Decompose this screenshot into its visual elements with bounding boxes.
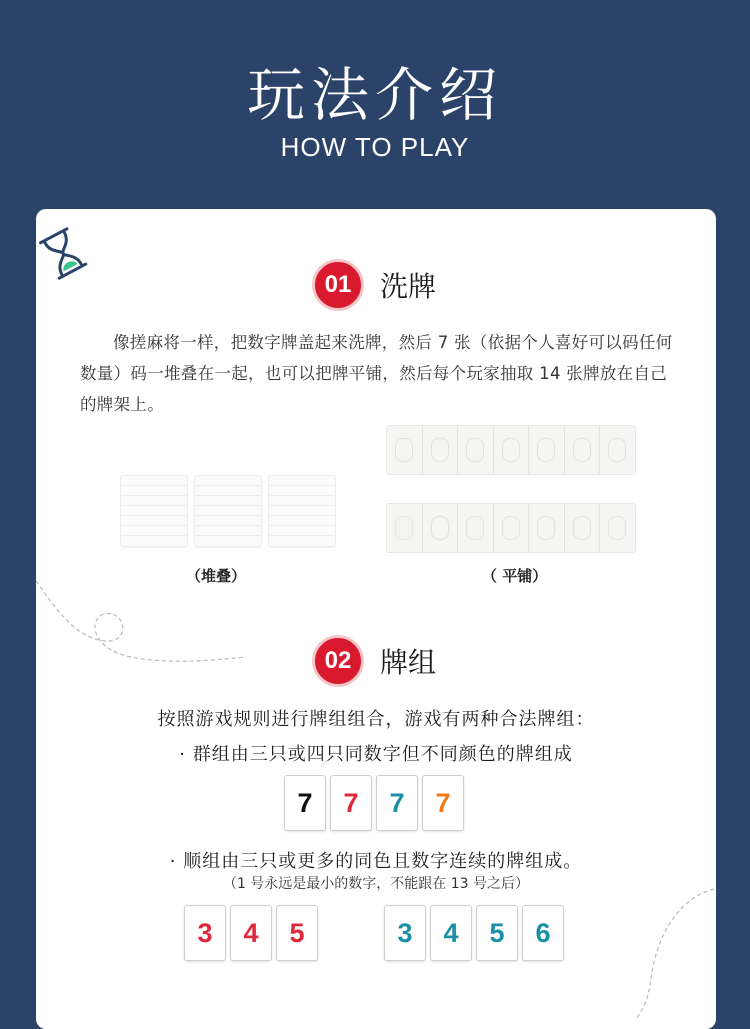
caption-flat: （ 平铺）	[482, 567, 548, 585]
group-tiles	[284, 775, 464, 831]
number-tile: 7	[422, 775, 464, 831]
number-tile: 5	[476, 905, 518, 961]
section-number-badge: 01	[312, 259, 364, 311]
stacked-tile	[194, 535, 262, 547]
number-tile: 7	[330, 775, 372, 831]
flat-tiles-image	[386, 503, 636, 553]
run-tiles-red	[184, 905, 318, 961]
dashed-curve-decoration-right	[596, 879, 716, 1019]
group-rule: · 群组由三只或四只同数字但不同颜色的牌组成	[179, 744, 573, 765]
section-heading-shuffle	[312, 259, 436, 311]
shuffle-description: 像搓麻将一样，把数字牌盖起来洗牌，然后 7 张（依据个人喜好可以码任何数量）码一堆叠在一起，也可以把牌平铺，然后每个玩家抽取 14 张牌放在自己的牌架上。	[80, 333, 673, 414]
number-tile: 3	[184, 905, 226, 961]
section-number-badge: 02	[312, 635, 364, 687]
number-tile: 4	[230, 905, 272, 961]
stacked-tiles-image	[194, 475, 260, 553]
section-title: 牌组	[380, 646, 437, 679]
page-title: 玩法介绍	[246, 61, 503, 129]
stacked-tile	[268, 535, 336, 547]
content-card	[36, 209, 716, 1029]
number-tile: 3	[384, 905, 426, 961]
run-rule: · 顺组由三只或更多的同色且数字连续的牌组成。	[169, 851, 583, 872]
dashed-curve-decoration	[36, 569, 256, 689]
number-tile: 5	[276, 905, 318, 961]
section-title: 洗牌	[380, 270, 437, 303]
number-tile: 6	[522, 905, 564, 961]
number-tile: 4	[430, 905, 472, 961]
number-tile: 7	[284, 775, 326, 831]
run-tiles-teal	[384, 905, 564, 961]
stacked-tiles-image	[120, 475, 186, 553]
caption-stack: （堆叠）	[186, 567, 247, 585]
number-tile: 7	[376, 775, 418, 831]
section-heading-melds	[312, 635, 436, 687]
run-note: （1 号永远是最小的数字，不能跟在 13 号之后）	[222, 876, 530, 892]
stacked-tile	[120, 535, 188, 547]
stacked-tiles-image	[268, 475, 334, 553]
hourglass-icon	[36, 223, 92, 283]
melds-intro: 按照游戏规则进行牌组组合，游戏有两种合法牌组：	[157, 709, 595, 730]
flat-tiles-image	[386, 425, 636, 475]
page-subtitle: HOW TO PLAY	[280, 132, 470, 162]
